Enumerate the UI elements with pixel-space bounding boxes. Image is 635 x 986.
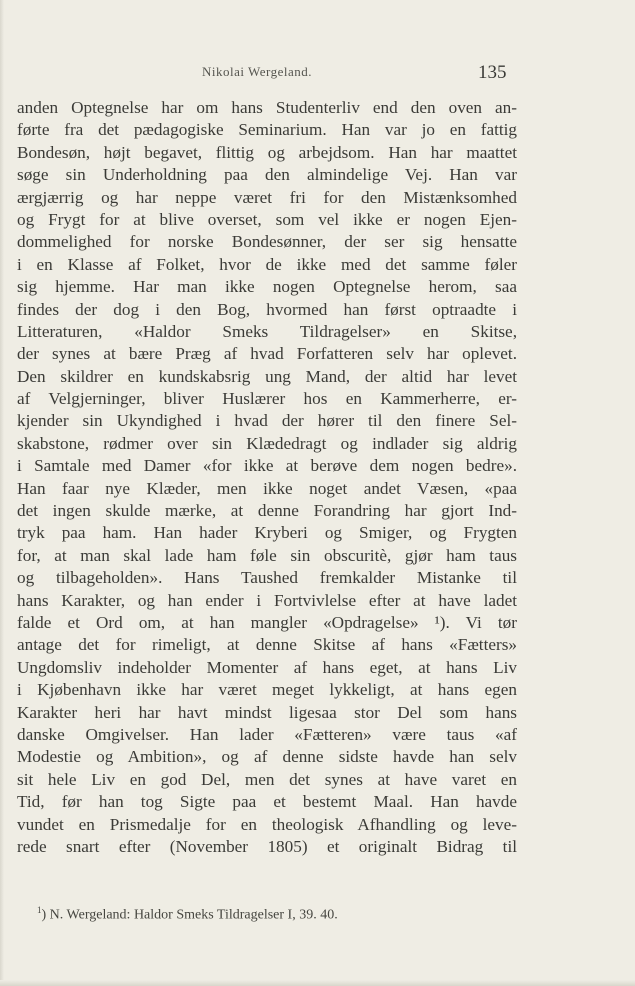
text-line: Den skildrer en kundskabsrig ung Mand, der altid har levet <box>17 366 517 386</box>
text-line: findes der dog i den Bog, hvormed han først optraadte i <box>17 299 517 319</box>
text-line: Tid, før han tog Sigte paa et bestemt Maal. Han havde <box>17 792 517 812</box>
text-line: førte fra det pædagogiske Seminarium. Han var jo en fattig <box>17 120 517 140</box>
text-line: og Frygt for at blive overset, som vel ikke er nogen Ejen- <box>17 209 517 229</box>
text-line: danske Omgivelser. Han lader «Fætteren» være taus «af <box>17 724 517 744</box>
text-line: sit hele Liv en god Del, men det synes at have varet en <box>17 769 517 789</box>
text-line: tryk paa ham. Han hader Kryberi og Smiger, og Frygten <box>17 523 517 543</box>
text-line: falde et Ord om, at han mangler «Opdragelse» ¹). Vi tør <box>17 612 517 632</box>
text-line: dommelighed for norske Bondesønner, der ser sig hensatte <box>17 232 517 252</box>
text-line: i en Klasse af Folket, hvor de ikke med det samme føler <box>17 254 517 274</box>
text-line: Han faar nye Klæder, men ikke noget andet Væsen, «paa <box>17 478 517 498</box>
text-line: vundet en Prismedalje for en theologisk Afhandling og leve- <box>17 814 517 834</box>
text-line: af Velgjerninger, bliver Huslærer hos en Kammerherre, er- <box>17 389 517 409</box>
text-line: sig hjemme. Har man ikke nogen Optegnelse herom, saa <box>17 277 517 297</box>
text-line: og tilbageholden». Hans Taushed fremkalder Mistanke til <box>17 568 517 588</box>
text-line: der synes at bære Præg af hvad Forfatteren selv har oplevet. <box>17 344 517 364</box>
text-line: kjender sin Ukyndighed i hvad der hører til den finere Sel- <box>17 411 517 431</box>
footnote-text: ) N. Wergeland: Haldor Smeks Tildragelser I, 39. 40. <box>41 907 338 923</box>
text-line: anden Optegnelse har om hans Studenterliv end den oven an- <box>17 98 517 117</box>
text-line: hans Karakter, og han ender i Fortvivlelse efter at have ladet <box>17 590 517 610</box>
text-line: Karakter heri har havt mindst ligesaa stor Del som hans <box>17 702 517 722</box>
footnote <box>37 905 338 924</box>
page-bottom-edge <box>0 980 635 986</box>
text-line: antage det for rimeligt, at denne Skitse af hans «Fætters» <box>17 635 517 655</box>
text-line: for, at man skal lade ham føle sin obscuritè, gjør ham taus <box>17 545 517 565</box>
text-line: i Samtale med Damer «for ikke at berøve dem nogen bedre». <box>17 456 517 476</box>
text-line: Litteraturen, «Haldor Smeks Tildragelser» en Skitse, <box>17 321 517 341</box>
text-line: ærgjærrig og har neppe været fri for den Mistænksomhed <box>17 187 517 207</box>
text-line: det ingen skulde mærke, at denne Forandring har gjort Ind- <box>17 501 517 521</box>
text-line: rede snart efter (November 1805) et originalt Bidrag til <box>17 836 517 856</box>
text-line: skabstone, rødmer over sin Klædedragt og indlader sig aldrig <box>17 433 517 453</box>
text-line: Bondesøn, højt begavet, flittig og arbejdsom. Han har maattet <box>17 142 517 162</box>
body-text <box>17 97 517 858</box>
text-line: Modestie og Ambition», og af denne sidste havde han selv <box>17 747 517 767</box>
page-spine-shadow <box>0 0 4 986</box>
text-line: i Kjøbenhavn ikke har været meget lykkeligt, at hans egen <box>17 680 517 700</box>
page-number: 135 <box>478 62 507 83</box>
text-line: søge sin Underholdning paa den almindelige Vej. Han var <box>17 165 517 185</box>
text-line: Ungdomsliv indeholder Momenter af hans eget, at hans Liv <box>17 657 517 677</box>
footnote-marker: 1 <box>37 905 42 915</box>
running-head-title: Nikolai Wergeland. <box>202 64 313 79</box>
